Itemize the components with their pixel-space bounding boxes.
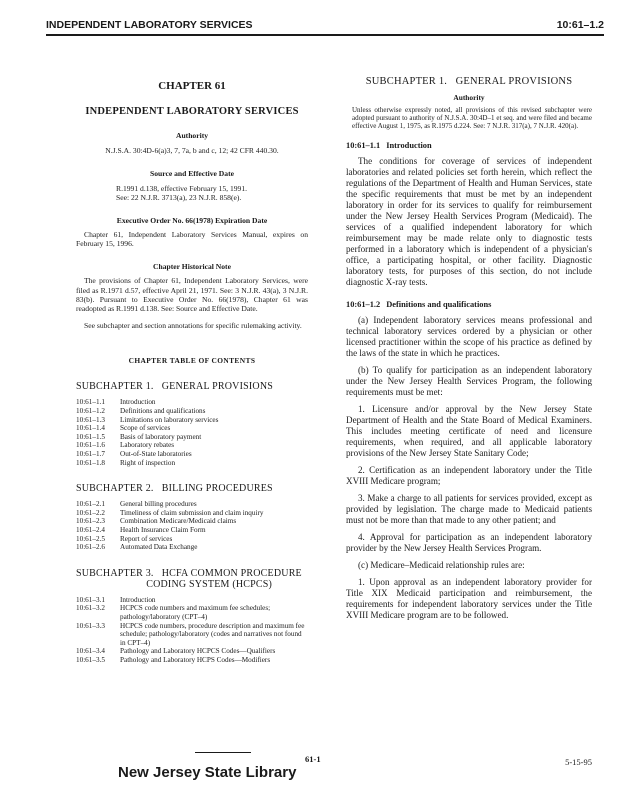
toc-row[interactable]: 10:61–1.7 Out-of-State laboratories: [76, 449, 192, 458]
toc-row[interactable]: 10:61–1.4 Scope of services: [76, 424, 171, 433]
toc-row[interactable]: 10:61–2.4 Health Insurance Claim Form: [76, 525, 206, 534]
historical-note-heading: Chapter Historical Note: [153, 262, 231, 272]
toc-heading: CHAPTER TABLE OF CONTENTS: [128, 356, 256, 366]
section-number: 10:61–1.1: [346, 140, 381, 150]
right-column: [346, 76, 592, 621]
toc-row[interactable]: 10:61–2.6 Automated Data Exchange: [76, 543, 198, 552]
footer-rule: [195, 752, 251, 753]
toc-subchapter-2: SUBCHAPTER 2. BILLING PROCEDURES: [76, 483, 273, 495]
toc-row[interactable]: 10:61–1.8 Right of inspection: [76, 458, 176, 467]
left-column: [76, 76, 308, 664]
toc-list-1: [76, 398, 308, 467]
revision-date: 5-15-95: [565, 757, 592, 767]
toc-row[interactable]: 10:61–1.5 Basis of laboratory payment: [76, 432, 202, 441]
paragraph-c: (c) Medicare–Medicaid relationship rules are:: [358, 559, 525, 570]
section-number: 10:61–1.2: [346, 299, 381, 309]
toc-subchapter-3: SUBCHAPTER 3. HCFA COMMON PROCEDURE CODING SYSTEM (HCPCS): [76, 567, 302, 590]
subchapter-authority-heading: Authority: [453, 93, 485, 102]
toc-row[interactable]: 10:61–3.5 Pathology and Laboratory HCPS Codes—Modifiers: [76, 655, 271, 664]
chapter-number: CHAPTER 61: [158, 80, 226, 92]
toc-row[interactable]: 10:61–2.1 General billing procedures: [76, 500, 197, 509]
toc-row[interactable]: 10:61–1.6 Laboratory rebates: [76, 441, 175, 450]
toc-row[interactable]: 10:61–2.2 Timeliness of claim submission and claim inquiry: [76, 508, 264, 517]
source-text: R.1991 d.138, effective February 15, 1991. See: 22 N.J.R. 3713(a), 23 N.J.R. 858(e).: [116, 184, 248, 202]
page-number: 61-1: [305, 754, 321, 764]
exec-order-text: Chapter 61, Independent Laboratory Services Manual, expires on February 15, 1996.: [76, 230, 308, 249]
paragraph-a: (a) Independent laboratory services means professional and technical laboratory services ordered by a physician or other licensed practitioner within the scope of his practice as defined by the laws of the state in which he practices.: [346, 314, 592, 358]
paragraph-b2: 2. Certification as an independent laboratory under the Title XVIII Medicare program;: [346, 464, 592, 486]
section-heading-1-2: [346, 300, 592, 309]
toc-row[interactable]: 10:61–3.4 Pathology and Laboratory HCPCS Codes—Qualifiers: [76, 647, 276, 656]
authority-text: N.J.S.A. 30:4D-6(a)3, 7, 7a, b and c, 12; 42 CFR 440.30.: [105, 146, 279, 155]
toc-row[interactable]: 10:61–1.2 Definitions and qualifications: [76, 407, 206, 416]
paragraph-b3: 3. Make a charge to all patients for services provided, except as provided by legislation. The charge made to Medicaid patients must not be more than that made to any other patient; and: [346, 492, 592, 525]
authority-heading: Authority: [175, 131, 209, 140]
historical-note-text: The provisions of Chapter 61, Independent Laboratory Services, were filed as R.1971 d.57, effective April 21, 1971. See: 3 N.J.R. 43(a), 3 N.J.R. 83(b). Pursuant to Executive Order No. 66(1978), Chapter 61 was readopted as R.1991 d.138. See: Source and Effective Date.: [76, 276, 308, 314]
toc-row[interactable]: 10:61–2.3 Combination Medicare/Medicaid claims: [76, 517, 237, 526]
toc-list-3: [76, 596, 308, 665]
paragraph-c1: 1. Upon approval as an independent laboratory provider for Title XIX Medicaid participation and reimbursement, the requirements for independent laboratory services under the Title XVIII Medicare program are to be followed.: [346, 576, 592, 620]
subchapter-heading: SUBCHAPTER 1. GENERAL PROVISIONS: [365, 76, 573, 87]
running-header: [46, 18, 604, 36]
toc-row[interactable]: 10:61–1.1 Introduction: [76, 398, 156, 407]
paragraph-b1: 1. Licensure and/or approval by the New Jersey State Department of Health and the State Board of Medical Examiners. This includes meeting certificate of need and licensure requirements, when required, and all applicable laboratory provisions of the New Jersey State Sanitary Code;: [346, 403, 592, 458]
toc-row[interactable]: 10:61–1.3 Limitations on laboratory services: [76, 415, 219, 424]
paragraph-b4: 4. Approval for participation as an independent laboratory provider by the New Jersey Health Services Program.: [346, 531, 592, 553]
toc-row[interactable]: 10:61–3.3 HCPCS code numbers, procedure description and maximum fee schedule; pathology/laboratory (codes and narratives not found in CPT–4): [76, 621, 305, 647]
section-heading-1-1: [346, 141, 592, 150]
toc-row[interactable]: 10:61–2.5 Report of services: [76, 534, 173, 543]
toc-subchapter-1: SUBCHAPTER 1. GENERAL PROVISIONS: [76, 381, 274, 393]
toc-list-2: [76, 500, 308, 552]
paragraph-b: (b) To qualify for participation as an independent laboratory under the New Jersey Health Services Program, the following requirements must be met:: [346, 364, 592, 397]
library-stamp: New Jersey State Library: [118, 764, 297, 781]
exec-order-heading: Executive Order No. 66(1978) Expiration Date: [116, 216, 268, 225]
header-title: INDEPENDENT LABORATORY SERVICES: [46, 19, 253, 31]
section-title: Introduction: [386, 140, 432, 150]
toc-row[interactable]: 10:61–3.1 Introduction: [76, 595, 156, 604]
toc-row[interactable]: 10:61–3.2 HCPCS code numbers and maximum fee schedules; pathology/laboratory (CPT–4): [76, 604, 271, 621]
subchapter-authority-text: Unless otherwise expressly noted, all provisions of this revised subchapter were adopted pursuant to authority of N.J.S.A. 30:4D–1 et seq. and were filed and became effective August 1, 1975, as R.1975 d.224. See: 7 N.J.R. 317(a), 7 N.J.R. 420(a).: [352, 106, 592, 131]
section-text-1-1: The conditions for coverage of services of independent laboratories and related policies set forth herein, which reflect the regulations of the Department of Health and Human Services, state the specific requirements that must be met by an independent laboratory in order for its services to qualify for reimbursement under the New Jersey Health Services Program (Medicaid). The services of a qualified independent laboratory for which reimbursement may be made relate only to diagnostic tests performed in a laboratory which is independent of a physician's office, a participating hospital, or other facility. Diagnostic laboratory tests, for purposes of this section, do not include diagnostic X-ray tests.: [346, 155, 592, 287]
chapter-title: INDEPENDENT LABORATORY SERVICES: [85, 106, 299, 117]
see-annotations-text: See subchapter and section annotations for specific rulemaking activity.: [84, 321, 302, 331]
section-title: Definitions and qualifications: [386, 299, 492, 309]
header-section: 10:61–1.2: [556, 19, 604, 31]
source-heading: Source and Effective Date: [149, 169, 234, 178]
